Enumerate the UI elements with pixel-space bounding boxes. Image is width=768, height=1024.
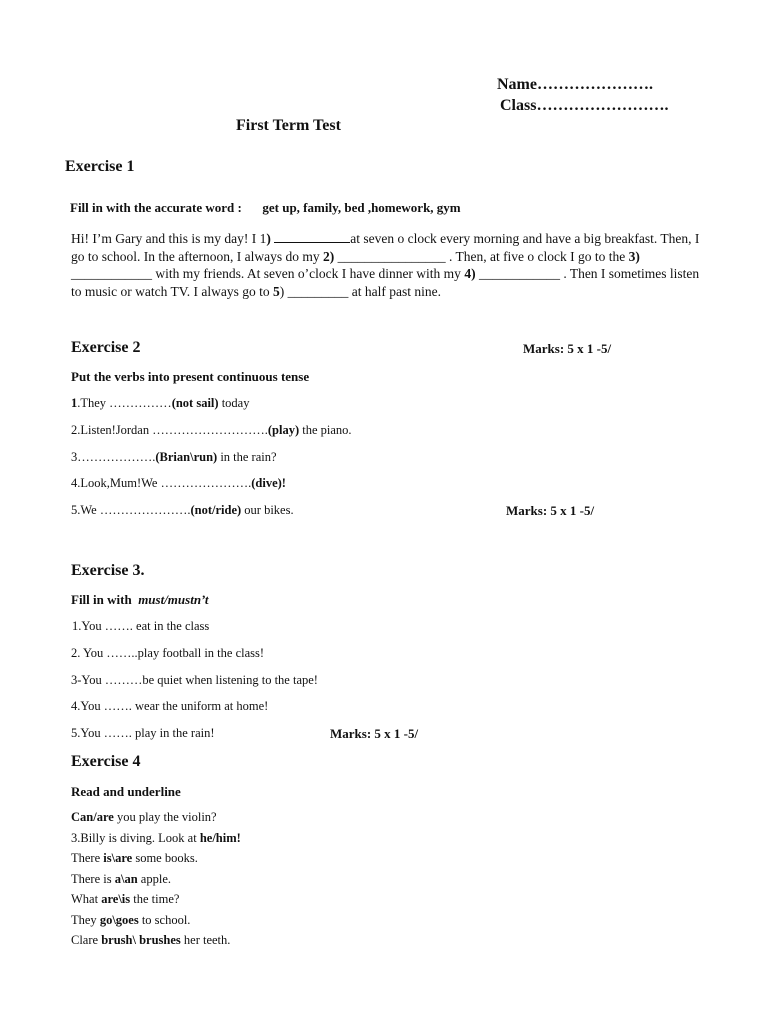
item-text: in the rain? — [217, 450, 277, 464]
paragraph-text: ) — [279, 283, 285, 299]
choice-words[interactable]: is\are — [103, 851, 133, 865]
item-text: today — [218, 396, 250, 410]
blank-number: 4) — [464, 266, 476, 281]
item-text: .They …………… — [77, 396, 172, 410]
blank-1[interactable] — [274, 230, 350, 243]
item-text: our bikes. — [241, 503, 294, 517]
blank-number: ) — [266, 231, 271, 246]
choice-words[interactable]: are\is — [101, 892, 131, 906]
exercise-1-word-bank: get up, family, bed ,homework, gym — [262, 200, 461, 215]
exercise-3-item: 2. You ……..play football in the class! — [71, 646, 265, 660]
paragraph-text: . Then I sometimes listen to music or watch TV. I always go to — [71, 266, 700, 299]
item-text: to school. — [138, 913, 191, 927]
item-number: 1 — [71, 396, 78, 410]
instruction-modal-words: must/mustn’t — [138, 592, 209, 607]
exercise-4-instruction: Read and underline — [71, 784, 181, 799]
blank-number: 3) — [628, 248, 640, 264]
blank-2[interactable]: ________________ — [337, 248, 446, 264]
exercise-3-instruction — [71, 592, 209, 608]
blank-3[interactable]: ____________ — [71, 266, 152, 281]
exercise-2-item — [71, 423, 352, 438]
item-text: 4.Look,Mum!We …………………. — [71, 476, 252, 490]
paragraph-text: with my friends. At seven o’clock I have dinner with my — [155, 266, 461, 281]
exercise-3-item: 1.You ……. eat in the class — [72, 619, 210, 633]
exercise-4-heading: Exercise 4 — [71, 753, 141, 770]
exercise-2-instruction: Put the verbs into present continuous tense — [71, 369, 310, 384]
paragraph-text: at half past nine. — [351, 283, 441, 299]
item-text: There is — [71, 872, 115, 886]
class-field-label: Class……………………. — [500, 97, 669, 114]
item-text: some books. — [132, 851, 198, 865]
item-text: Clare — [71, 933, 102, 947]
instruction-text: Fill in with — [71, 592, 132, 607]
exercise-4-item — [71, 810, 217, 825]
item-text: 3.Billy is diving. Look at — [71, 831, 200, 845]
exercise-3-marks: Marks: 5 x 1 -5/ — [330, 726, 419, 741]
blank-number: 2) — [322, 248, 335, 264]
exercise-2-item — [71, 503, 294, 518]
item-text: the time? — [130, 892, 180, 906]
item-verb: (not sail) — [171, 396, 219, 410]
choice-words[interactable]: brush\ brushes — [101, 933, 181, 947]
exercise-2-item — [71, 476, 286, 491]
exercise-3-item: 4.You ……. wear the uniform at home! — [71, 699, 269, 713]
blank-5[interactable]: _________ — [287, 283, 349, 299]
item-text: the piano. — [299, 423, 352, 437]
exercise-2-item — [71, 450, 277, 465]
exercise-4-item — [71, 933, 230, 948]
exercise-4-item — [71, 872, 171, 887]
item-verb: (dive)! — [251, 476, 286, 490]
item-text: apple. — [137, 872, 171, 886]
exercise-4-item — [71, 831, 241, 846]
item-text: her teeth. — [180, 933, 231, 947]
exercise-3-item: 3-You ………be quiet when listening to the tape! — [71, 673, 318, 687]
item-text: 5.We …………………. — [71, 503, 191, 517]
exercise-1-heading: Exercise 1 — [65, 158, 135, 175]
choice-words[interactable]: a\an — [114, 872, 138, 886]
item-text: 3………………. — [71, 450, 156, 464]
blank-4[interactable]: ____________ — [478, 266, 560, 281]
item-text: They — [71, 913, 100, 927]
choice-words[interactable]: he/him! — [199, 831, 241, 845]
exercise-2-marks-bottom: Marks: 5 x 1 -5/ — [506, 503, 595, 518]
exercise-1-instruction-text: Fill in with the accurate word : — [70, 200, 242, 215]
paragraph-text: Hi! I’m Gary and this is my day! I 1 — [71, 231, 267, 246]
exercise-4-item — [71, 851, 198, 866]
exercise-1-instruction — [70, 200, 461, 216]
exercise-2-heading: Exercise 2 — [71, 339, 141, 356]
choice-words[interactable]: go\goes — [99, 913, 139, 927]
item-text: you play the violin? — [113, 810, 217, 824]
exercise-1-paragraph — [71, 230, 701, 300]
item-text: 2.Listen!Jordan ………………………. — [71, 423, 268, 437]
exercise-2-item — [71, 396, 249, 411]
item-text: What — [71, 892, 102, 906]
exercise-4-item — [71, 913, 190, 928]
choice-words[interactable]: Can/are — [71, 810, 114, 824]
item-verb: (Brian\run) — [155, 450, 218, 464]
blank-number: 5 — [272, 283, 280, 299]
page-title: First Term Test — [236, 117, 341, 134]
item-verb: (play) — [267, 423, 300, 437]
name-field-label: Name…………………. — [497, 76, 653, 93]
exercise-4-item — [71, 892, 179, 907]
item-verb: (not/ride) — [190, 503, 242, 517]
item-text: There — [71, 851, 104, 865]
exercise-3-heading: Exercise 3. — [71, 562, 145, 579]
exercise-2-marks: Marks: 5 x 1 -5/ — [523, 341, 612, 356]
paragraph-text: . Then, at five o clock I go to the — [448, 248, 626, 264]
paragraph-text: at seven o clock every morning and have a big breakfast. Then, I go to school. In the afternoon, I always do my — [71, 231, 700, 264]
exercise-3-item: 5.You ……. play in the rain! — [71, 726, 215, 740]
